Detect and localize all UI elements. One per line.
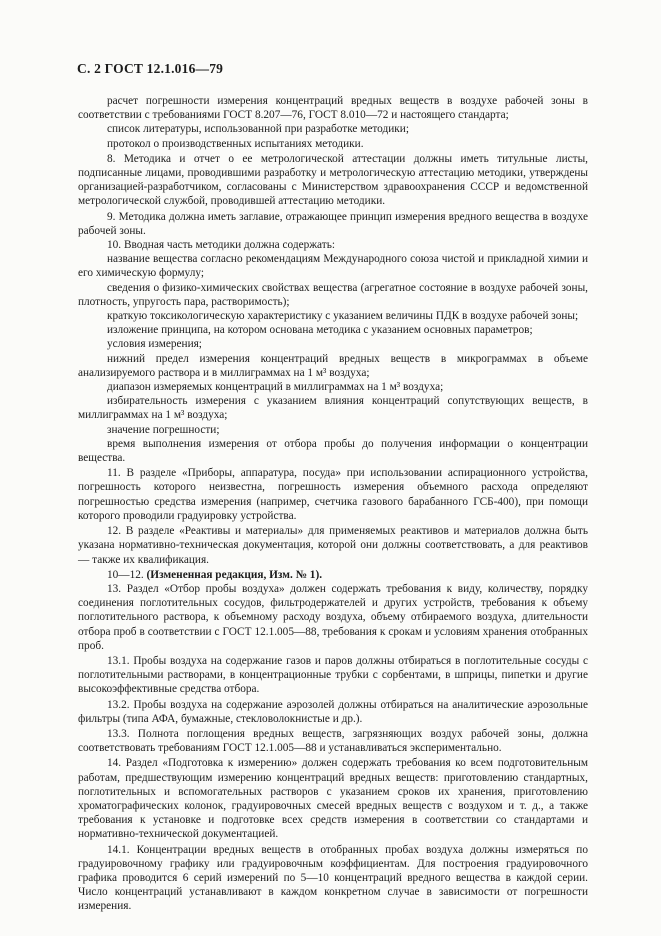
- paragraph: условия измерения;: [107, 338, 202, 351]
- paragraph: 12. В разделе «Реактивы и материалы» для применяемых реактивов и материалов должна быть указана нормативно-техническая документация, которой они должны соответствовать, а для реактивов — также их квалификация.: [78, 525, 588, 566]
- revision-note: [78, 568, 588, 582]
- paragraph: 11. В разделе «Приборы, аппаратура, посуда» при использовании аспирационного устройства, погрешность которого неизвестна, погрешность измерения объемного расхода определяют погрешностью средства измерения (например, счетчика газового барабанного ГСБ-400), при помощи которого проводили градуировку устройства.: [78, 467, 588, 522]
- paragraph: нижний предел измерения концентраций вредных веществ в микрограммах в объеме анализируемого раствора и в миллиграммах на 1 м³ воздуха;: [78, 352, 588, 379]
- paragraph: избирательность измерения с указанием влияния концентраций сопутствующих веществ, в миллиграммах на 1 м³ воздуха;: [78, 395, 588, 422]
- paragraph: краткую токсикологическую характеристику с указанием величины ПДК в воздухе рабочей зоны;: [107, 310, 579, 323]
- paragraph: список литературы, использованной при разработке методики;: [107, 123, 409, 136]
- paragraph: диапазон измеряемых концентраций в миллиграммах на 1 м³ воздуха;: [107, 381, 444, 394]
- paragraph: расчет погрешности измерения концентраций вредных веществ в воздухе рабочей зоны в соответствии с требованиями ГОСТ 8.207—76, ГОСТ 8.010—72 и настоящего стандарта;: [78, 95, 588, 122]
- paragraph: 14. Раздел «Подготовка к измерению» должен содержать требования ко всем подготовительным работам, предшествующим измерению концентраций вредных веществ: приготовлению стандартных, поглотительных и вспомогательных растворов с указанием сроков их хранения, приготовлению хроматографических колонок, градуировочных смесей вредных веществ с воздухом и т. д., а также требования к установке и подготовке всех средств измерения в соответствии со стандартами и нормативно-технической документацией.: [78, 757, 588, 841]
- paragraph: протокол о производственных испытаниях методики.: [107, 137, 364, 150]
- revision-text: (Измененная редакция, Изм. № 1).: [146, 568, 323, 581]
- page-header: С. 2 ГОСТ 12.1.016—79: [77, 61, 224, 76]
- paragraph: 13.1. Пробы воздуха на содержание газов и паров должны отбираться в поглотительные сосуды с поглотительными растворами, в концентрационные трубки с сорбентами, в шприцы, пипетки и другие высокоэффективные средства отбора.: [78, 654, 588, 696]
- paragraph: время выполнения измерения от отбора пробы до получения информации о концентрации вещества.: [78, 437, 588, 465]
- paragraph: сведения о физико-химических свойствах вещества (агрегатное состояние в воздухе рабочей зоны, плотность, упругость пара, растворимость);: [78, 281, 588, 308]
- paragraph: 10. Вводная часть методики должна содержать:: [107, 239, 336, 252]
- paragraph: 9. Методика должна иметь заглавие, отражающее принцип измерения вредного вещества в воздухе рабочей зоны.: [78, 210, 588, 237]
- paragraph: 8. Методика и отчет о ее метрологической аттестации должны иметь титульные листы, подписанные лицами, проводившими разработку и метрологическую аттестацию методики, утверждены организацией-разработчиком, согласованы с Министерством здравоохранения СССР и ведомственной метрологической службой, проводившей аттестацию методики.: [78, 152, 588, 208]
- paragraph: изложение принципа, на котором основана методика с указанием основных параметров;: [107, 324, 533, 337]
- paragraph: 13.3. Полнота поглощения вредных веществ, загрязняющих воздух рабочей зоны, должна соответствовать требованиям ГОСТ 12.1.005—88 и устанавливаться экспериментально.: [78, 727, 588, 755]
- paragraph: 13. Раздел «Отбор пробы воздуха» должен содержать требования к виду, количеству, порядку соединения поглотительных сосудов, фильтродержателей и других устройств, требования к объему поглотительного раствора, к объемному расходу воздуха, объему отбираемого воздуха, длительности отбора проб в соответствии с ГОСТ 12.1.005—88, требования к срокам и условиям хранения отобранных проб.: [78, 582, 588, 652]
- paragraph: 13.2. Пробы воздуха на содержание аэрозолей должны отбираться на аналитические аэрозольные фильтры (типа АФА, бумажные, стекловолокнистые и др.).: [78, 698, 588, 725]
- document-body: [78, 94, 588, 914]
- paragraph: значение погрешности;: [107, 423, 220, 436]
- revision-number: 10—12.: [107, 568, 144, 581]
- paragraph: название вещества согласно рекомендациям Международного союза чистой и прикладной химии и его химическую формулу;: [78, 253, 588, 280]
- paragraph: 14.1. Концентрации вредных веществ в отобранных пробах воздуха должны измеряться по градуировочному графику или градуировочным коэффициентам. Для построения градуировочного графика проводится 6 серий измерений по 5—10 концентраций вредного вещества в каждой серии. Число концентраций устанавливают в каждом конкретном случае в зависимости от погрешности измерения.: [78, 843, 588, 913]
